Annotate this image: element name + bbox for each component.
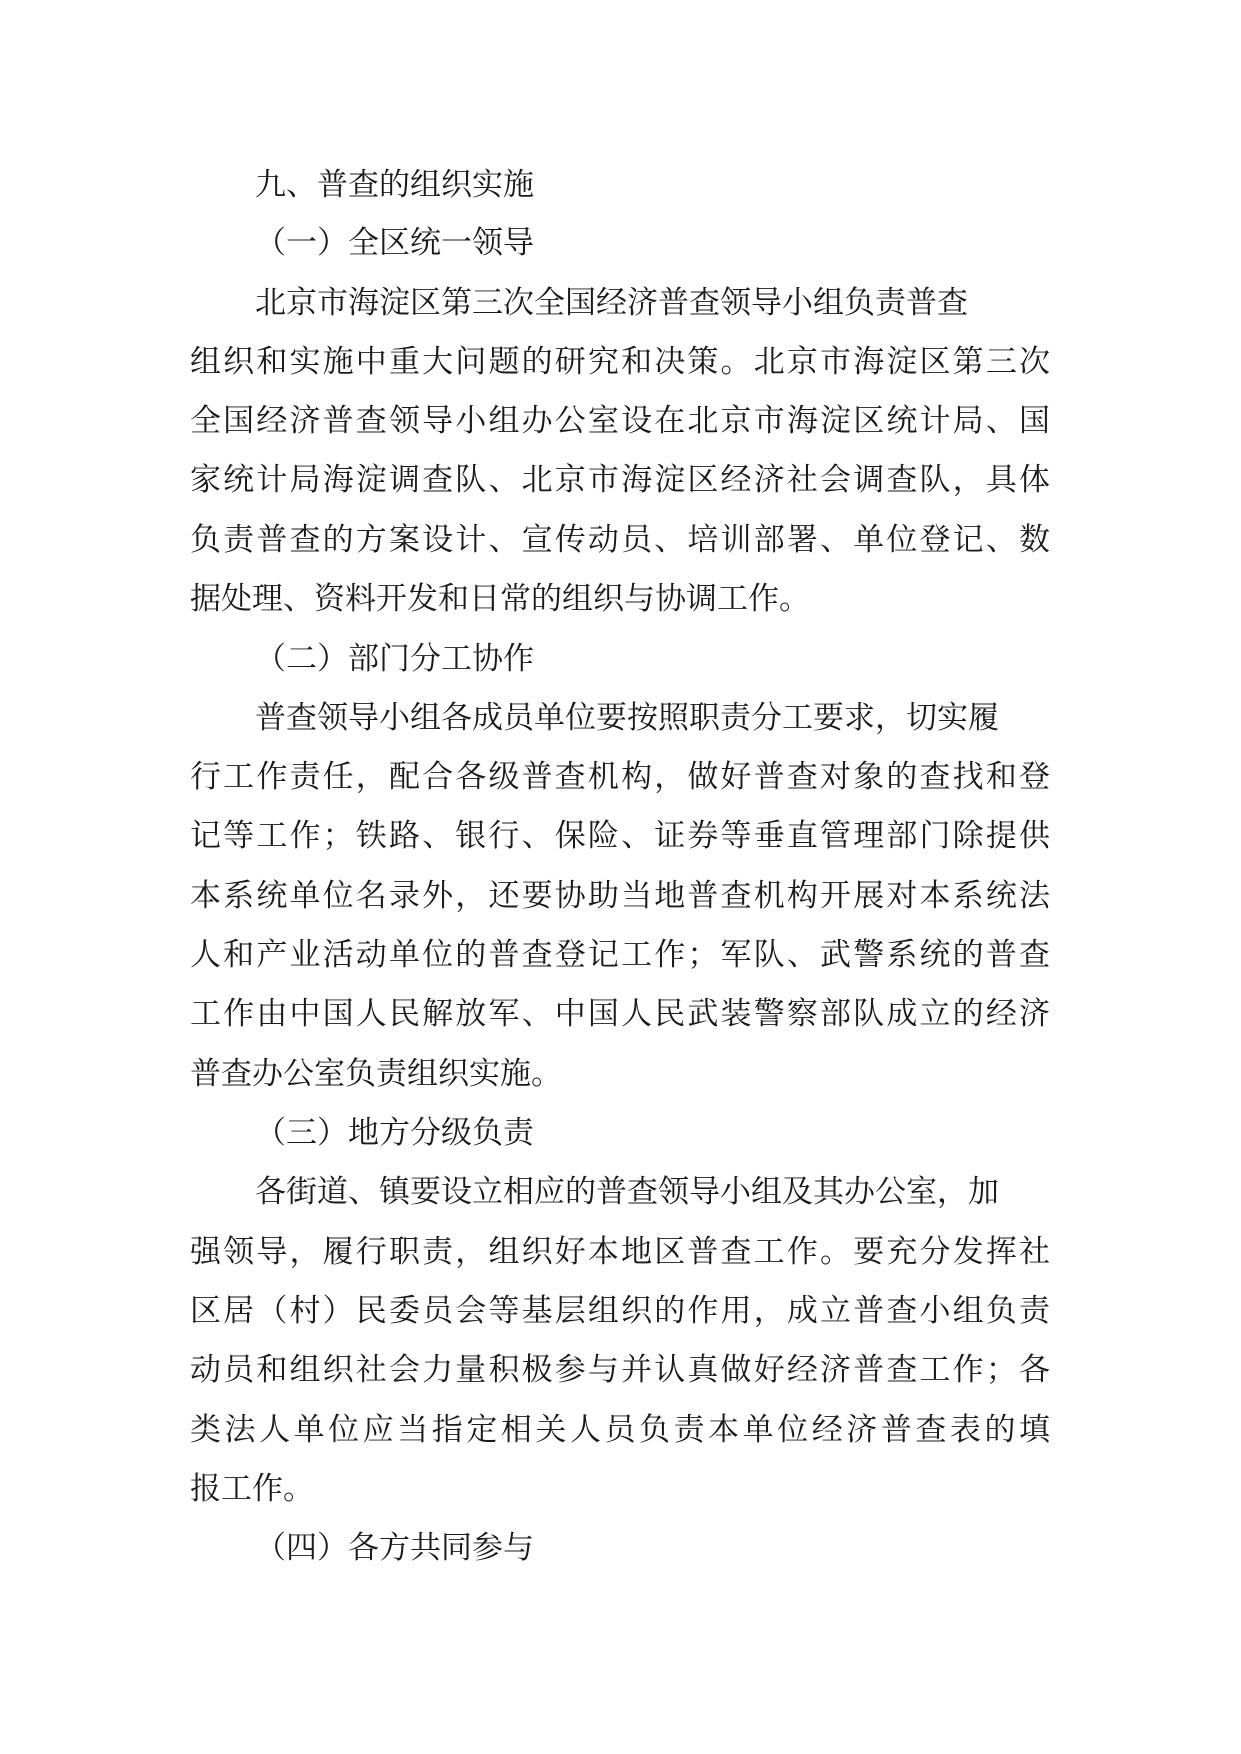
paragraph-line: 本系统单位名录外，还要协助当地普查机构开展对本系统法 — [190, 878, 1050, 914]
paragraph-line: 强领导，履行职责，组织好本地区普查工作。要充分发挥社 — [190, 1234, 1050, 1270]
paragraph-line: 负责普查的方案设计、宣传动员、培训部署、单位登记、数 — [190, 522, 1050, 558]
paragraph-line: 北京市海淀区第三次全国经济普查领导小组负责普查 — [255, 285, 968, 321]
paragraph-line: 全国经济普查领导小组办公室设在北京市海淀区统计局、国 — [190, 403, 1050, 439]
subsection-title-1: （一）全区统一领导 — [255, 225, 534, 261]
paragraph-line: 普查办公室负责组织实施。 — [190, 1056, 562, 1092]
paragraph-line: 类法人单位应当指定相关人员负责本单位经济普查表的填 — [190, 1412, 1050, 1448]
paragraph-line: 行工作责任，配合各级普查机构，做好普查对象的查找和登 — [190, 759, 1050, 795]
paragraph-line: 普查领导小组各成员单位要按照职责分工要求，切实履 — [255, 700, 999, 736]
paragraph-line: 家统计局海淀调查队、北京市海淀区经济社会调查队，具体 — [190, 462, 1050, 498]
subsection-title-3: （三）地方分级负责 — [255, 1115, 534, 1151]
paragraph-line: 报工作。 — [190, 1471, 314, 1507]
paragraph-line: 组织和实施中重大问题的研究和决策。北京市海淀区第三次 — [190, 344, 1050, 380]
paragraph-line: 区居（村）民委员会等基层组织的作用，成立普查小组负责 — [190, 1293, 1050, 1329]
paragraph-line: 记等工作；铁路、银行、保险、证券等垂直管理部门除提供 — [190, 818, 1050, 854]
paragraph-line: 人和产业活动单位的普查登记工作；军队、武警系统的普查 — [190, 937, 1050, 973]
paragraph-line: 工作由中国人民解放军、中国人民武装警察部队成立的经济 — [190, 996, 1050, 1032]
subsection-title-2: （二）部门分工协作 — [255, 641, 534, 677]
paragraph-line: 动员和组织社会力量积极参与并认真做好经济普查工作；各 — [190, 1352, 1050, 1388]
section-heading: 九、普查的组织实施 — [255, 167, 534, 203]
paragraph-line: 各街道、镇要设立相应的普查领导小组及其办公室，加 — [255, 1174, 999, 1210]
paragraph-line: 据处理、资料开发和日常的组织与协调工作。 — [190, 581, 810, 617]
subsection-title-4: （四）各方共同参与 — [255, 1530, 534, 1566]
